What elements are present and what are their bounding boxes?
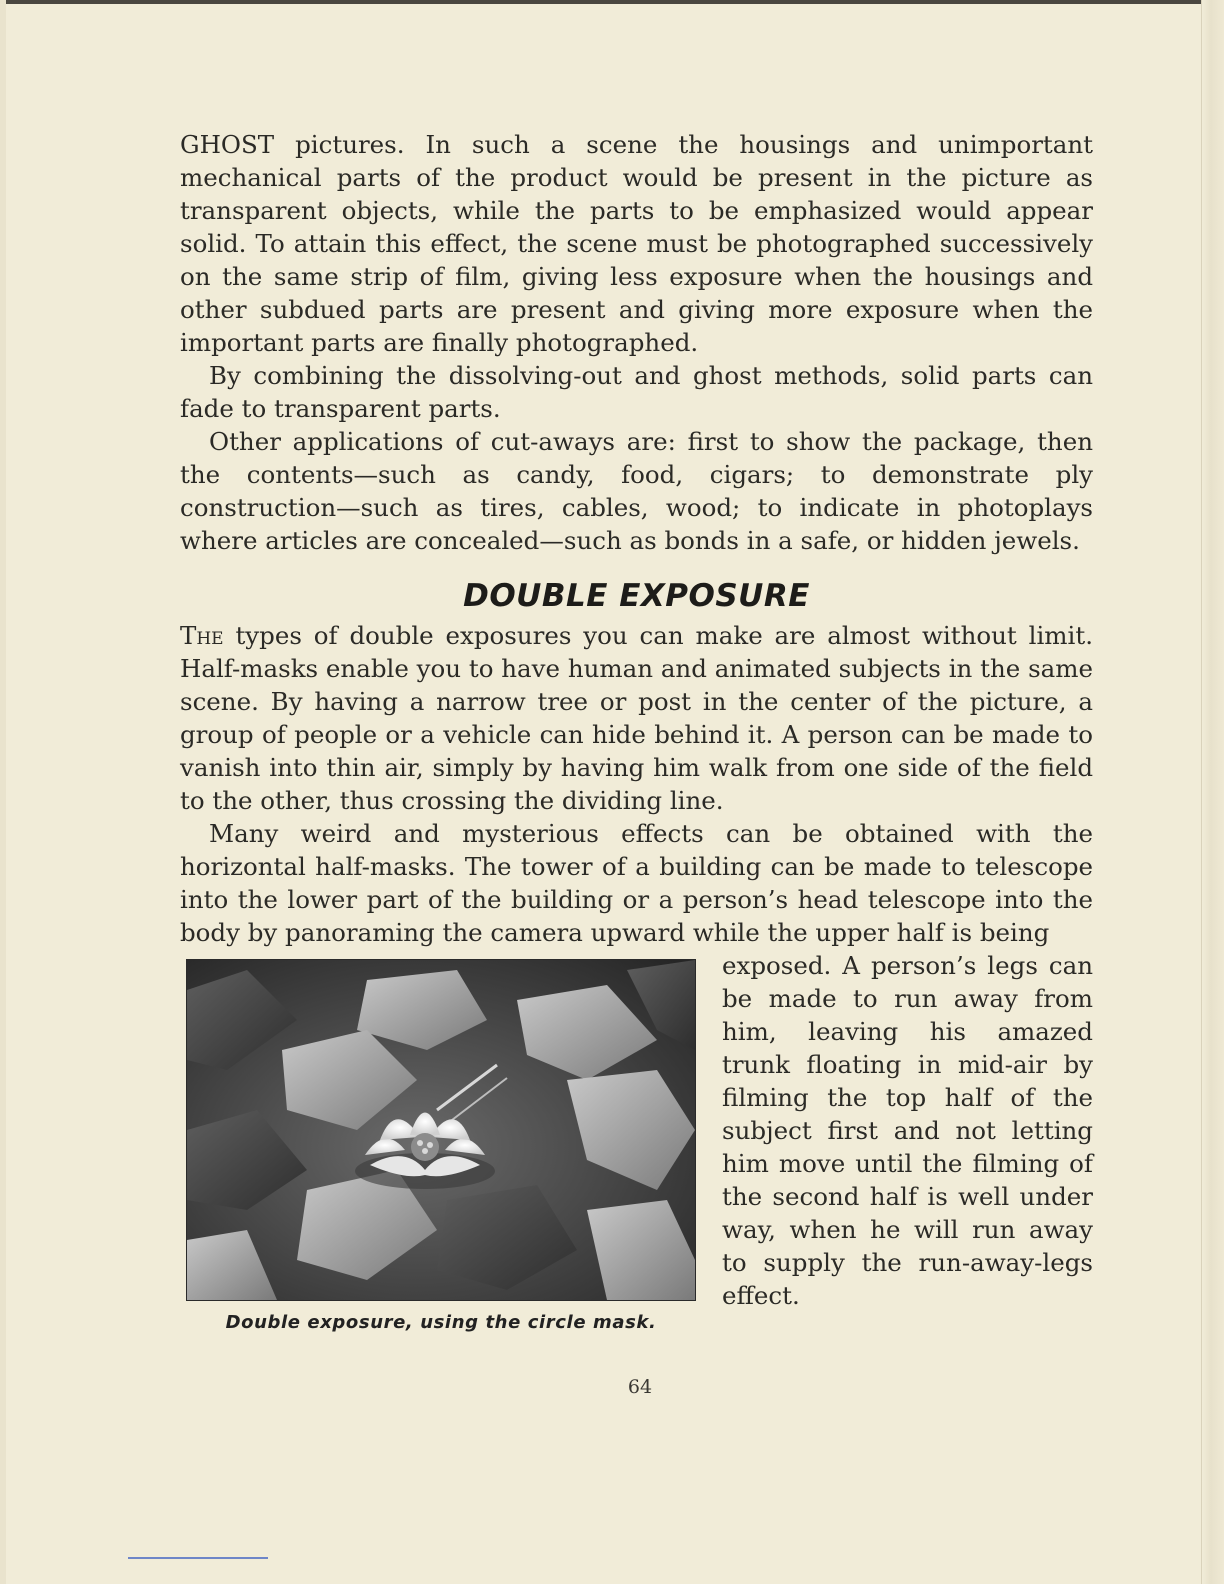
paragraph-double-exposure-types [180, 619, 1093, 817]
paragraph-cut-away-applications: Other applications of cut-aways are: first to show the package, then the contents—such as candy, food, cigars; to demonstrate ply construction—such as tires, cables, wood; to indicate in photoplays where articles are concealed—such as bonds in a safe, or hidden jewels. [180, 427, 1093, 555]
paragraph-dissolving-ghost: By combining the dissolving-out and ghost methods, solid parts can fade to transparent parts. [180, 361, 1093, 423]
paragraph-weird-effects: Many weird and mysterious effects can be obtained with the horizontal half-masks. The tower of a building can be made to telescope into the lower part of the building or a person’s head telescope into the body by panoraming the camera upward while the upper half is being [180, 819, 1093, 947]
bottom-rule [128, 1557, 268, 1559]
page-body [180, 128, 1093, 1335]
paragraph-weird-effects-continued: exposed. A person’s legs can be made to run away from him, leaving his amazed trunk floating in mid-air by filming the top half of the subject first and not letting him move until the filming of the second half is well under way, when he will run away to supply the run-away-legs effect. [722, 951, 1093, 1310]
page-right-edge [1201, 0, 1224, 1584]
water-lily-photo [186, 959, 696, 1301]
lead-word: The [180, 621, 224, 650]
page-top-edge [0, 0, 1224, 4]
paragraph-ghost-pictures: GHOST pictures. In such a scene the housings and unimportant mechanical parts of the product would be present in the picture as transparent objects, while the parts to be emphasized would appear solid. To attain this effect, the scene must be photographed successively on the same strip of film, giving less exposure when the housings and other subdued parts are present and giving more exposure when the important parts are finally photographed. [180, 130, 1093, 357]
figure-water-lily [186, 959, 696, 1335]
page-left-edge [0, 0, 6, 1584]
paragraph-double-exposure-types-text: types of double exposures you can make are almost without limit. Half-masks enable you to have human and animated subjects in the same scene. By having a narrow tree or post in the center of the picture, a group of people or a vehicle can hide behind it. A person can be made to vanish into thin air, simply by having him walk from one side of the field to the other, thus crossing the dividing line. [180, 621, 1093, 815]
figure-caption: Double exposure, using the circle mask. [225, 1312, 657, 1333]
page-number: 64 [627, 1376, 653, 1398]
section-heading-double-exposure: DOUBLE EXPOSURE [463, 578, 810, 614]
